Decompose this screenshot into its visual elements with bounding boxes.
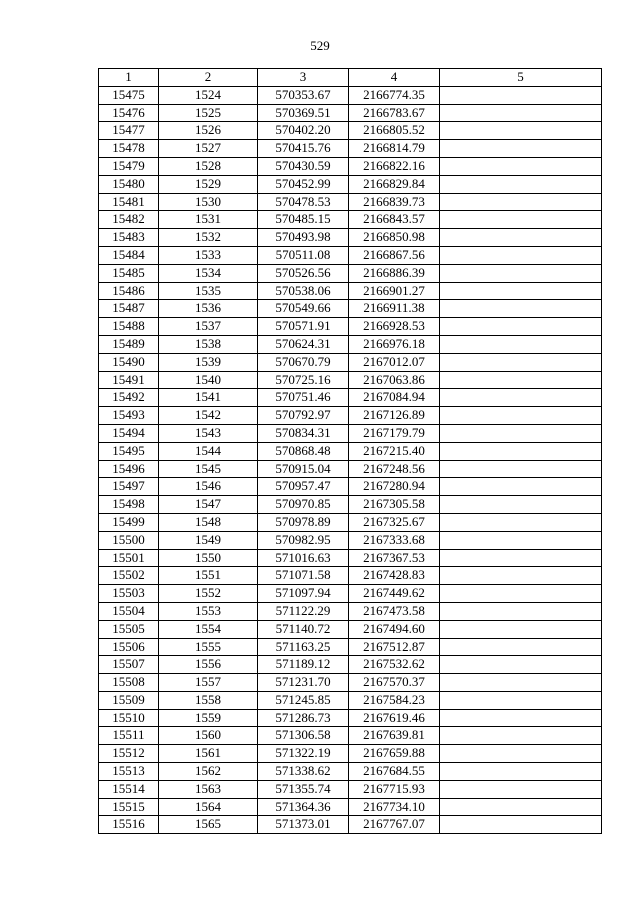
table-cell <box>440 674 602 692</box>
column-header: 1 <box>99 69 159 87</box>
table-cell: 15501 <box>99 549 159 567</box>
table-cell <box>440 371 602 389</box>
table-cell: 15507 <box>99 656 159 674</box>
table-cell: 15477 <box>99 122 159 140</box>
table-cell <box>440 763 602 781</box>
table-cell: 570452.99 <box>258 175 349 193</box>
table-row <box>99 229 602 247</box>
table-cell: 571097.94 <box>258 585 349 603</box>
table-cell: 15494 <box>99 424 159 442</box>
table-cell: 2167325.67 <box>349 513 440 531</box>
table-cell: 15493 <box>99 407 159 425</box>
table-cell <box>440 353 602 371</box>
table-cell: 1546 <box>159 478 258 496</box>
table-cell: 1553 <box>159 602 258 620</box>
table-cell: 570751.46 <box>258 389 349 407</box>
table-cell <box>440 567 602 585</box>
column-header: 2 <box>159 69 258 87</box>
table-cell: 15503 <box>99 585 159 603</box>
table-cell: 571355.74 <box>258 780 349 798</box>
table-cell: 2167305.58 <box>349 496 440 514</box>
table-cell: 2166783.67 <box>349 104 440 122</box>
table-cell: 2166850.98 <box>349 229 440 247</box>
table-cell: 2166843.57 <box>349 211 440 229</box>
table-row <box>99 246 602 264</box>
table-cell: 15508 <box>99 674 159 692</box>
table-cell: 2167333.68 <box>349 531 440 549</box>
table-cell: 15484 <box>99 246 159 264</box>
table-cell: 2167494.60 <box>349 620 440 638</box>
table-cell: 15502 <box>99 567 159 585</box>
table-row <box>99 567 602 585</box>
table-cell: 15475 <box>99 86 159 104</box>
table-row <box>99 763 602 781</box>
table-cell: 1549 <box>159 531 258 549</box>
table-cell: 2166928.53 <box>349 318 440 336</box>
table-cell <box>440 246 602 264</box>
table-cell <box>440 709 602 727</box>
table-cell <box>440 602 602 620</box>
table-row <box>99 780 602 798</box>
table-cell: 15504 <box>99 602 159 620</box>
table-cell: 2166814.79 <box>349 140 440 158</box>
table-row <box>99 389 602 407</box>
table-cell: 15479 <box>99 157 159 175</box>
table-cell: 2167367.53 <box>349 549 440 567</box>
table-cell: 570624.31 <box>258 335 349 353</box>
table-cell: 570571.91 <box>258 318 349 336</box>
coordinates-table <box>98 68 602 834</box>
table-row <box>99 264 602 282</box>
table-cell: 2167734.10 <box>349 798 440 816</box>
table-cell: 2167179.79 <box>349 424 440 442</box>
table-cell: 571322.19 <box>258 745 349 763</box>
column-header: 4 <box>349 69 440 87</box>
table-cell <box>440 264 602 282</box>
table-cell: 571245.85 <box>258 691 349 709</box>
table-cell: 2167248.56 <box>349 460 440 478</box>
table-cell: 15492 <box>99 389 159 407</box>
table-row <box>99 122 602 140</box>
table-cell: 15498 <box>99 496 159 514</box>
table-cell <box>440 211 602 229</box>
table-cell: 1528 <box>159 157 258 175</box>
table-cell: 571189.12 <box>258 656 349 674</box>
table-cell: 2167473.58 <box>349 602 440 620</box>
table-row <box>99 691 602 709</box>
table-cell: 2166774.35 <box>349 86 440 104</box>
table-cell: 571364.36 <box>258 798 349 816</box>
table-cell: 2167659.88 <box>349 745 440 763</box>
table-row <box>99 602 602 620</box>
table-row <box>99 193 602 211</box>
table-cell: 570868.48 <box>258 442 349 460</box>
table-cell: 1563 <box>159 780 258 798</box>
table-row <box>99 86 602 104</box>
table-cell: 15487 <box>99 300 159 318</box>
table-row <box>99 318 602 336</box>
table-cell: 2167512.87 <box>349 638 440 656</box>
table-cell: 15496 <box>99 460 159 478</box>
table-cell: 15476 <box>99 104 159 122</box>
column-header: 3 <box>258 69 349 87</box>
table-cell <box>440 638 602 656</box>
table-cell: 15514 <box>99 780 159 798</box>
table-row <box>99 282 602 300</box>
table-cell: 570430.59 <box>258 157 349 175</box>
table-cell: 570670.79 <box>258 353 349 371</box>
table-cell: 15491 <box>99 371 159 389</box>
table-cell: 15510 <box>99 709 159 727</box>
table-cell: 1537 <box>159 318 258 336</box>
table-cell: 1543 <box>159 424 258 442</box>
table-row <box>99 709 602 727</box>
table-cell <box>440 549 602 567</box>
table-cell: 2167715.93 <box>349 780 440 798</box>
table-cell: 1525 <box>159 104 258 122</box>
table-cell: 571373.01 <box>258 816 349 834</box>
table-cell: 570792.97 <box>258 407 349 425</box>
table-cell: 570957.47 <box>258 478 349 496</box>
table-cell <box>440 816 602 834</box>
table-cell <box>440 656 602 674</box>
table-cell: 2166911.38 <box>349 300 440 318</box>
table-cell: 2166976.18 <box>349 335 440 353</box>
table-cell: 1534 <box>159 264 258 282</box>
table-cell: 1545 <box>159 460 258 478</box>
table-cell: 2167570.37 <box>349 674 440 692</box>
table-cell: 2167449.62 <box>349 585 440 603</box>
table-row <box>99 531 602 549</box>
table-row <box>99 157 602 175</box>
table-cell: 2167063.86 <box>349 371 440 389</box>
table-cell: 1532 <box>159 229 258 247</box>
table-row <box>99 371 602 389</box>
table-cell: 570369.51 <box>258 104 349 122</box>
table-cell <box>440 229 602 247</box>
table-cell: 570538.06 <box>258 282 349 300</box>
table-cell: 2167126.89 <box>349 407 440 425</box>
table-cell: 1544 <box>159 442 258 460</box>
table-cell: 15506 <box>99 638 159 656</box>
table-cell: 571286.73 <box>258 709 349 727</box>
table-cell: 571122.29 <box>258 602 349 620</box>
table-row <box>99 513 602 531</box>
table-cell: 15483 <box>99 229 159 247</box>
table-cell: 15480 <box>99 175 159 193</box>
table-cell: 2166839.73 <box>349 193 440 211</box>
table-row <box>99 104 602 122</box>
table-body <box>99 86 602 833</box>
table-row <box>99 442 602 460</box>
table-cell: 2167639.81 <box>349 727 440 745</box>
table-cell: 570478.53 <box>258 193 349 211</box>
table-row <box>99 353 602 371</box>
table-cell: 570485.15 <box>258 211 349 229</box>
table-cell: 15481 <box>99 193 159 211</box>
table-cell: 1558 <box>159 691 258 709</box>
table-row <box>99 300 602 318</box>
page-number: 529 <box>310 38 330 53</box>
table-row <box>99 816 602 834</box>
table-cell: 15500 <box>99 531 159 549</box>
table-cell: 571231.70 <box>258 674 349 692</box>
table-cell: 2167012.07 <box>349 353 440 371</box>
table-cell: 570511.08 <box>258 246 349 264</box>
table-cell <box>440 104 602 122</box>
table-cell <box>440 140 602 158</box>
table-cell: 1550 <box>159 549 258 567</box>
table-cell <box>440 282 602 300</box>
table-cell <box>440 300 602 318</box>
table-cell: 1539 <box>159 353 258 371</box>
table-cell <box>440 585 602 603</box>
table-cell: 570402.20 <box>258 122 349 140</box>
table-cell: 1542 <box>159 407 258 425</box>
table-cell <box>440 86 602 104</box>
table-cell: 571338.62 <box>258 763 349 781</box>
table-cell: 15490 <box>99 353 159 371</box>
table-cell <box>440 193 602 211</box>
table-row <box>99 745 602 763</box>
table-cell: 1551 <box>159 567 258 585</box>
table-cell: 1538 <box>159 335 258 353</box>
table-cell: 1541 <box>159 389 258 407</box>
table-cell: 2166805.52 <box>349 122 440 140</box>
table-cell <box>440 442 602 460</box>
table-cell: 570834.31 <box>258 424 349 442</box>
table-row <box>99 175 602 193</box>
table-cell: 1561 <box>159 745 258 763</box>
table-cell: 1535 <box>159 282 258 300</box>
table-cell: 570725.16 <box>258 371 349 389</box>
table-cell <box>440 335 602 353</box>
table-row <box>99 549 602 567</box>
table-cell: 1565 <box>159 816 258 834</box>
table-cell <box>440 122 602 140</box>
table-cell: 2167280.94 <box>349 478 440 496</box>
table-cell: 2167684.55 <box>349 763 440 781</box>
table-cell: 15488 <box>99 318 159 336</box>
table-cell: 1533 <box>159 246 258 264</box>
table-cell: 570526.56 <box>258 264 349 282</box>
table-row <box>99 478 602 496</box>
table-row <box>99 656 602 674</box>
table-cell: 2166886.39 <box>349 264 440 282</box>
table-cell: 2167215.40 <box>349 442 440 460</box>
table-cell: 2166822.16 <box>349 157 440 175</box>
table-cell: 1524 <box>159 86 258 104</box>
table-cell: 571016.63 <box>258 549 349 567</box>
table-cell: 570978.89 <box>258 513 349 531</box>
table-row <box>99 585 602 603</box>
table-cell <box>440 478 602 496</box>
table-row <box>99 798 602 816</box>
table-cell: 1530 <box>159 193 258 211</box>
table-cell: 570915.04 <box>258 460 349 478</box>
table-cell: 571163.25 <box>258 638 349 656</box>
table-row <box>99 460 602 478</box>
table-cell: 2167767.07 <box>349 816 440 834</box>
table-cell <box>440 513 602 531</box>
table-cell: 571071.58 <box>258 567 349 585</box>
table-cell: 1557 <box>159 674 258 692</box>
table-cell <box>440 460 602 478</box>
table-cell: 571140.72 <box>258 620 349 638</box>
table-cell: 15511 <box>99 727 159 745</box>
table-cell <box>440 175 602 193</box>
table-cell: 570415.76 <box>258 140 349 158</box>
table-cell: 15499 <box>99 513 159 531</box>
table-row <box>99 674 602 692</box>
table-cell: 15482 <box>99 211 159 229</box>
table-cell: 15515 <box>99 798 159 816</box>
table-cell: 571306.58 <box>258 727 349 745</box>
table-cell: 1526 <box>159 122 258 140</box>
table-row <box>99 496 602 514</box>
table-cell <box>440 389 602 407</box>
table-row <box>99 638 602 656</box>
table-cell: 2167532.62 <box>349 656 440 674</box>
table-cell: 570549.66 <box>258 300 349 318</box>
table-cell <box>440 531 602 549</box>
table-cell: 1548 <box>159 513 258 531</box>
table-cell: 1555 <box>159 638 258 656</box>
table-row <box>99 211 602 229</box>
table-cell <box>440 496 602 514</box>
table-row <box>99 620 602 638</box>
header-row <box>99 69 602 87</box>
table-cell: 15509 <box>99 691 159 709</box>
table-cell: 1531 <box>159 211 258 229</box>
table-cell: 15478 <box>99 140 159 158</box>
table-cell <box>440 424 602 442</box>
table-cell <box>440 157 602 175</box>
table-cell: 1536 <box>159 300 258 318</box>
table-cell: 1529 <box>159 175 258 193</box>
table-cell <box>440 727 602 745</box>
table-cell: 2167084.94 <box>349 389 440 407</box>
table-row <box>99 140 602 158</box>
table-cell: 2166829.84 <box>349 175 440 193</box>
table-cell: 570353.67 <box>258 86 349 104</box>
table-cell: 15513 <box>99 763 159 781</box>
table-cell: 2167584.23 <box>349 691 440 709</box>
table-cell: 15516 <box>99 816 159 834</box>
table-cell: 2166867.56 <box>349 246 440 264</box>
table-cell <box>440 780 602 798</box>
column-header: 5 <box>440 69 602 87</box>
table-cell: 2166901.27 <box>349 282 440 300</box>
table-cell: 1564 <box>159 798 258 816</box>
table-cell: 1547 <box>159 496 258 514</box>
table-cell: 1527 <box>159 140 258 158</box>
table-row <box>99 335 602 353</box>
table-cell: 1540 <box>159 371 258 389</box>
table-cell: 2167619.46 <box>349 709 440 727</box>
table-cell: 1559 <box>159 709 258 727</box>
table-cell: 15497 <box>99 478 159 496</box>
table-row <box>99 727 602 745</box>
table-cell: 15495 <box>99 442 159 460</box>
table-cell: 1562 <box>159 763 258 781</box>
table-cell <box>440 620 602 638</box>
table-cell: 15486 <box>99 282 159 300</box>
table-cell: 1552 <box>159 585 258 603</box>
table-cell: 2167428.83 <box>349 567 440 585</box>
table-cell: 570970.85 <box>258 496 349 514</box>
table-cell: 15505 <box>99 620 159 638</box>
table-cell: 570493.98 <box>258 229 349 247</box>
table-cell: 570982.95 <box>258 531 349 549</box>
table-cell: 15489 <box>99 335 159 353</box>
table-cell <box>440 745 602 763</box>
table-cell: 1556 <box>159 656 258 674</box>
table-cell: 15512 <box>99 745 159 763</box>
table-row <box>99 424 602 442</box>
table-cell: 1560 <box>159 727 258 745</box>
table-cell <box>440 798 602 816</box>
table-cell <box>440 691 602 709</box>
table-cell <box>440 318 602 336</box>
table-cell: 15485 <box>99 264 159 282</box>
table-cell <box>440 407 602 425</box>
table-cell: 1554 <box>159 620 258 638</box>
table-row <box>99 407 602 425</box>
